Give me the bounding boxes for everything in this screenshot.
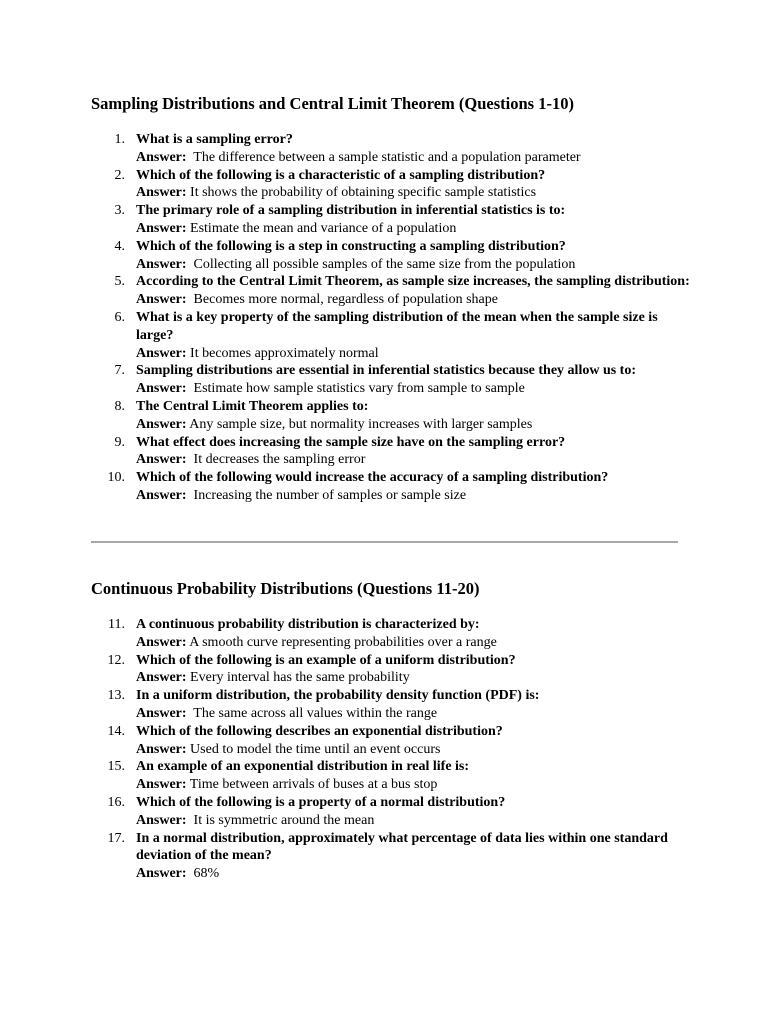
answer-label: Answer: xyxy=(136,866,187,882)
question-text: Sampling distributions are essential in inferential statistics because they allow us to: xyxy=(136,363,637,379)
question-number: 11. xyxy=(108,617,125,632)
answer-line xyxy=(136,380,691,398)
answer-text: The same across all values within the range xyxy=(186,705,438,721)
answer-label: Answer: xyxy=(136,256,187,272)
question-text: Which of the following is a property of a normal distribution? xyxy=(136,794,506,810)
answer-text: It is symmetric around the mean xyxy=(186,812,375,828)
question-number: 8. xyxy=(114,398,125,414)
list-item xyxy=(91,616,691,652)
question-text: Which of the following would increase the accuracy of a sampling distribution? xyxy=(136,470,609,486)
answer-line xyxy=(136,634,691,652)
list-item xyxy=(91,723,691,759)
list-item xyxy=(91,202,691,238)
list-item xyxy=(91,273,691,309)
answer-label: Answer: xyxy=(136,812,187,828)
answer-text: Increasing the number of samples or sample size xyxy=(186,487,467,503)
section-title-sampling: Sampling Distributions and Central Limit Theorem (Questions 1-10) xyxy=(91,94,574,113)
question-number: 14. xyxy=(107,723,125,739)
answer-label: Answer: xyxy=(136,149,187,165)
question-number: 12. xyxy=(107,652,125,668)
answer-line xyxy=(136,416,691,434)
question-number: 2. xyxy=(114,167,125,183)
answer-line xyxy=(136,776,691,794)
question-list-continuous xyxy=(91,616,691,883)
answer-line xyxy=(136,812,691,830)
question-text: In a uniform distribution, the probability density function (PDF) is: xyxy=(136,688,540,704)
answer-label: Answer: xyxy=(136,741,187,757)
question-number: 5. xyxy=(114,274,125,290)
list-item xyxy=(91,131,691,167)
list-item xyxy=(91,434,691,470)
list-item xyxy=(91,830,691,883)
answer-text: Any sample size, but normality increases with larger samples xyxy=(186,416,533,432)
list-item xyxy=(91,794,691,830)
list-item xyxy=(91,238,691,274)
answer-label: Answer: xyxy=(136,416,187,432)
answer-text: Becomes more normal, regardless of population shape xyxy=(186,292,498,308)
answer-line xyxy=(136,451,691,469)
answer-line xyxy=(136,184,691,202)
question-number: 6. xyxy=(114,309,125,325)
question-text: What effect does increasing the sample size have on the sampling error? xyxy=(136,434,566,450)
answer-text: The difference between a sample statistic and a population parameter xyxy=(186,149,581,165)
answer-label: Answer: xyxy=(136,185,187,201)
answer-text: Every interval has the same probability xyxy=(186,670,410,686)
answer-label: Answer: xyxy=(136,777,187,793)
question-text: Which of the following describes an exponential distribution? xyxy=(136,723,503,739)
question-number: 4. xyxy=(114,238,125,254)
answer-label: Answer: xyxy=(136,487,187,503)
answer-label: Answer: xyxy=(136,292,187,308)
question-list-sampling xyxy=(91,131,691,505)
answer-line xyxy=(136,291,691,309)
question-text: What is a key property of the sampling distribution of the mean when the sample size is large? xyxy=(136,309,658,343)
answer-line xyxy=(136,705,691,723)
answer-label: Answer: xyxy=(136,452,187,468)
answer-label: Answer: xyxy=(136,220,187,236)
answer-label: Answer: xyxy=(136,705,187,721)
question-text: In a normal distribution, approximately what percentage of data lies within one standard deviation of the mean? xyxy=(136,830,668,864)
question-number: 13. xyxy=(107,688,125,704)
answer-text: Estimate the mean and variance of a population xyxy=(186,220,457,236)
question-text: An example of an exponential distribution in real life is: xyxy=(136,759,470,775)
answer-text: It shows the probability of obtaining specific sample statistics xyxy=(186,185,537,201)
answer-line xyxy=(136,865,691,883)
question-text: According to the Central Limit Theorem, as sample size increases, the sampling distribution: xyxy=(136,274,690,290)
list-item xyxy=(91,758,691,794)
answer-text: Collecting all possible samples of the same size from the population xyxy=(186,256,576,272)
question-text: The Central Limit Theorem applies to: xyxy=(136,398,369,414)
answer-line xyxy=(136,256,691,274)
list-item xyxy=(91,309,691,362)
answer-text: 68% xyxy=(186,866,220,882)
question-number: 7. xyxy=(114,363,125,379)
answer-text: A smooth curve representing probabilities over a range xyxy=(186,634,497,650)
question-number: 15. xyxy=(107,759,125,775)
list-item xyxy=(91,469,691,505)
question-number: 1. xyxy=(114,132,125,147)
question-text: Which of the following is an example of a uniform distribution? xyxy=(136,652,516,668)
question-text: The primary role of a sampling distribution in inferential statistics is to: xyxy=(136,203,566,219)
answer-line xyxy=(136,487,691,505)
answer-line xyxy=(136,669,691,687)
answer-label: Answer: xyxy=(136,670,187,686)
answer-line xyxy=(136,345,691,363)
question-number: 17. xyxy=(107,830,125,846)
list-item xyxy=(91,687,691,723)
list-item xyxy=(91,167,691,203)
section-divider xyxy=(91,541,678,543)
list-item xyxy=(91,362,691,398)
list-item xyxy=(91,398,691,434)
question-text: What is a sampling error? xyxy=(136,132,293,147)
question-number: 9. xyxy=(114,434,125,450)
answer-text: It decreases the sampling error xyxy=(186,452,366,468)
question-number: 16. xyxy=(107,794,125,810)
section-title-continuous: Continuous Probability Distributions (Questions 11-20) xyxy=(91,579,480,598)
answer-text: Time between arrivals of buses at a bus stop xyxy=(186,777,438,793)
answer-line xyxy=(136,741,691,759)
answer-text: Estimate how sample statistics vary from sample to sample xyxy=(186,381,525,397)
answer-label: Answer: xyxy=(136,345,187,361)
question-text: Which of the following is a step in constructing a sampling distribution? xyxy=(136,238,566,254)
answer-line xyxy=(136,220,691,238)
question-number: 3. xyxy=(114,203,125,219)
question-text: Which of the following is a characteristic of a sampling distribution? xyxy=(136,167,546,183)
question-text: A continuous probability distribution is characterized by: xyxy=(136,617,480,632)
answer-text: It becomes approximately normal xyxy=(186,345,379,361)
answer-text: Used to model the time until an event occurs xyxy=(186,741,441,757)
answer-label: Answer: xyxy=(136,381,187,397)
list-item xyxy=(91,652,691,688)
question-number: 10. xyxy=(107,470,125,486)
answer-label: Answer: xyxy=(136,634,187,650)
answer-line xyxy=(136,149,691,167)
